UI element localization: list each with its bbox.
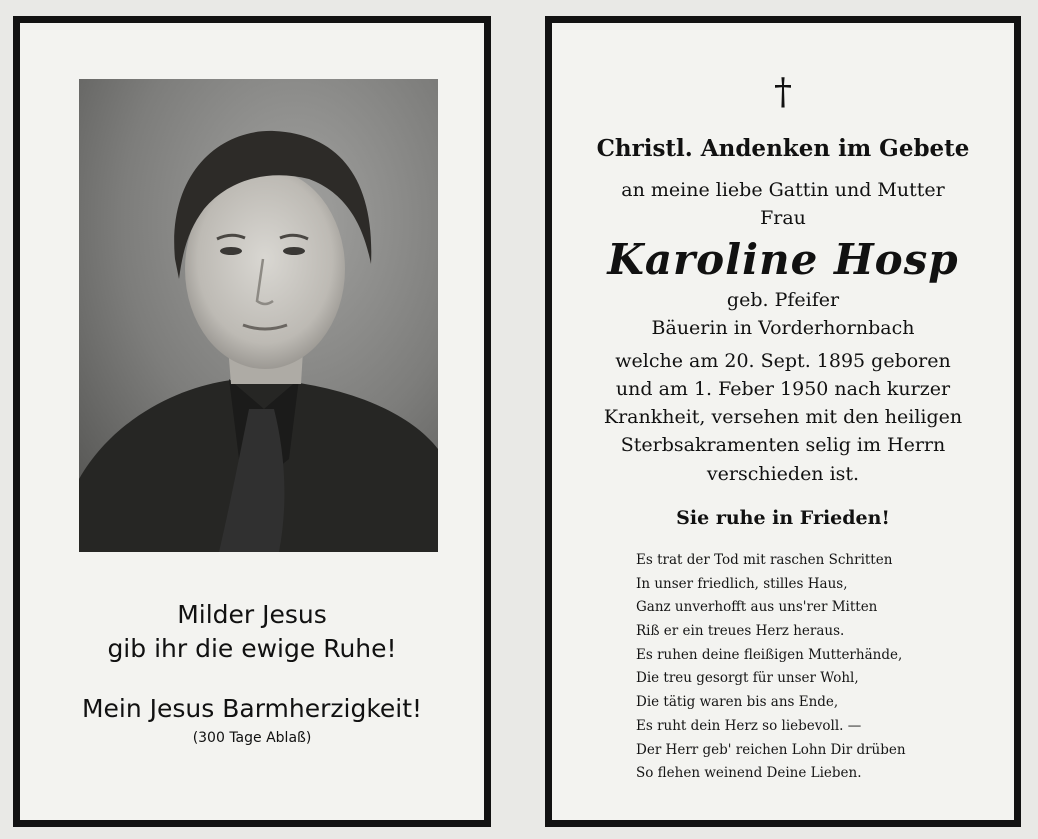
poem-line: Die tätig waren bis ans Ende, xyxy=(636,694,839,711)
rest-in-peace: Sie ruhe in Frieden! xyxy=(676,507,890,529)
birth-name: geb. Pfeifer xyxy=(726,289,840,311)
memorial-card-right xyxy=(545,16,1021,827)
poem-line: Es ruhen deine fleißigen Mutterhände, xyxy=(636,646,903,663)
poem-line: Riß er ein treues Herz heraus. xyxy=(636,623,845,640)
indulgence-note: (300 Tage Ablaß) xyxy=(192,730,312,746)
poem-line: In unser friedlich, stilles Haus, xyxy=(636,575,848,592)
poem-line: Es trat der Tod mit raschen Schritten xyxy=(636,552,893,568)
cross-icon: † xyxy=(774,72,792,113)
prayer-line-2: gib ihr die ewige Ruhe! xyxy=(107,634,397,663)
memorial-card-left xyxy=(13,16,491,827)
poem xyxy=(636,549,906,786)
portrait-image xyxy=(79,79,438,552)
dedication-line: an meine liebe Gattin und Mutter xyxy=(621,179,945,201)
bio-line: und am 1. Feber 1950 nach kurzer xyxy=(615,378,951,400)
bio-line: verschieden ist. xyxy=(706,463,860,485)
poem-line: Ganz unverhofft aus uns'rer Mitten xyxy=(636,599,878,616)
bio-line: Sterbsakramenten selig im Herrn xyxy=(620,434,946,456)
portrait-photo xyxy=(79,79,438,552)
poem-line: Es ruht dein Herz so liebevoll. — xyxy=(636,717,862,734)
bio-line: welche am 20. Sept. 1895 geboren xyxy=(615,350,951,372)
title-line: Frau xyxy=(760,207,806,229)
occupation: Bäuerin in Vorderhornbach xyxy=(651,317,915,339)
poem-line: Der Herr geb' reichen Lohn Dir drüben xyxy=(636,741,906,758)
poem-line: Die treu gesorgt für unser Wohl, xyxy=(636,670,859,687)
bio-line: Krankheit, versehen mit den heiligen xyxy=(603,406,963,428)
deceased-name: Karoline Hosp xyxy=(607,235,959,284)
prayer-line-1: Milder Jesus xyxy=(177,600,327,629)
card-heading: Christl. Andenken im Gebete xyxy=(596,135,970,162)
poem-line: So flehen weinend Deine Lieben. xyxy=(636,765,862,782)
prayer-line-3: Mein Jesus Barmherzigkeit! xyxy=(81,694,423,723)
